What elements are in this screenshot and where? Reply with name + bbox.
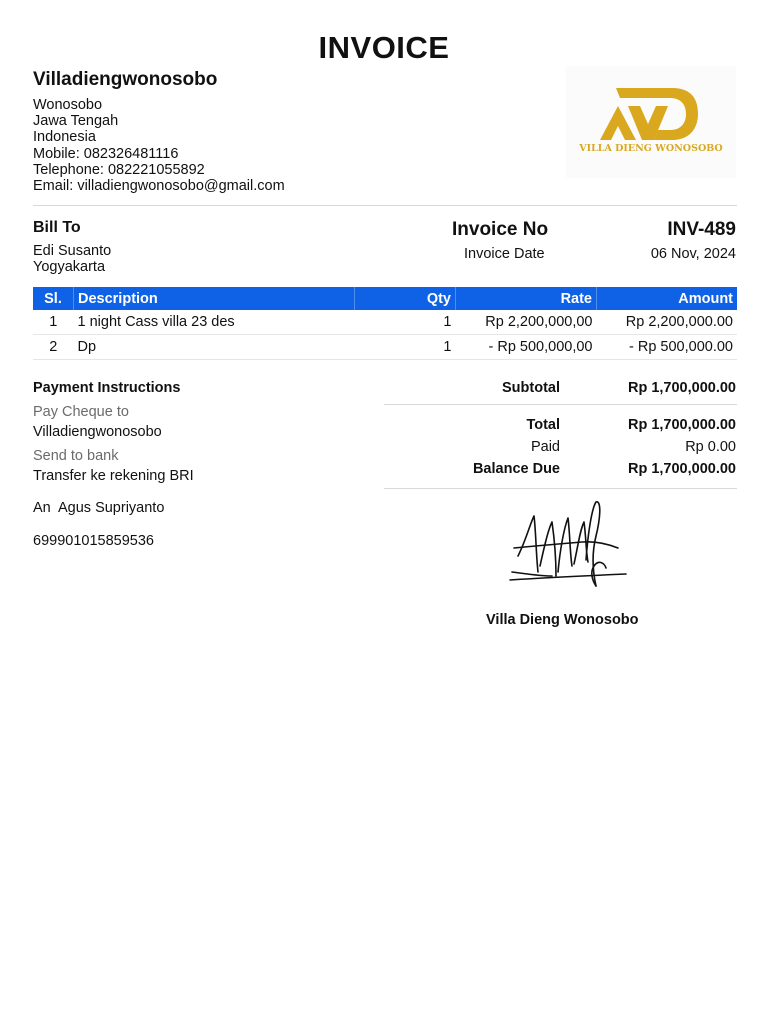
account-name: An Agus Supriyanto	[33, 500, 165, 516]
subtotal-divider	[384, 404, 737, 405]
bill-to-label: Bill To	[33, 219, 81, 236]
table-header-row	[33, 287, 737, 310]
balance-due-value: Rp 1,700,000.00	[627, 461, 736, 477]
address-line: Indonesia	[33, 129, 96, 146]
header-rate: Rate	[456, 287, 597, 310]
table-row	[33, 335, 737, 360]
subtotal-label: Subtotal	[502, 380, 560, 396]
telephone-line: Telephone: 082221055892	[33, 161, 205, 178]
items-table	[33, 287, 737, 360]
company-logo	[566, 66, 736, 178]
company-address	[33, 97, 285, 194]
signature-name: Villa Dieng Wonosobo	[486, 612, 639, 628]
address-line: Jawa Tengah	[33, 113, 119, 130]
bill-to-name: Edi Susanto	[33, 243, 112, 259]
mobile-line: Mobile: 082326481116	[33, 145, 179, 162]
paid-label: Paid	[530, 439, 560, 455]
address-line: Wonosobo	[33, 97, 103, 113]
email-line: Email: villadiengwonosobo@gmail.com	[33, 178, 285, 195]
pay-cheque-label: Pay Cheque to	[33, 404, 129, 420]
bill-to-city: Yogyakarta	[33, 259, 106, 276]
invoice-no-value: INV-489	[667, 219, 736, 240]
cell-rate: Rp 2,200,000,00	[456, 310, 597, 335]
cell-description: 1 night Cass villa 23 des	[74, 310, 355, 335]
account-number: 699901015859536	[33, 533, 154, 549]
cell-sl: 2	[33, 335, 74, 360]
pay-cheque-value: Villadiengwonosobo	[33, 424, 162, 440]
paid-value: Rp 0.00	[685, 439, 736, 455]
header-description: Description	[74, 287, 355, 310]
cell-amount: Rp 2,200,000.00	[597, 310, 738, 335]
company-name: Villadiengwonosobo	[33, 69, 218, 90]
bill-to-details	[33, 243, 111, 275]
total-label: Total	[526, 417, 560, 433]
subtotal-value: Rp 1,700,000.00	[627, 380, 736, 396]
header-amount: Amount	[597, 287, 738, 310]
payment-instructions-heading: Payment Instructions	[33, 380, 181, 396]
invoice-date-label: Invoice Date	[464, 246, 545, 262]
cell-amount: - Rp 500,000.00	[597, 335, 738, 360]
cell-sl: 1	[33, 310, 74, 335]
send-to-bank-label: Send to bank	[33, 448, 119, 464]
header-divider	[33, 205, 737, 206]
header-sl: Sl.	[33, 287, 74, 310]
logo-mark-icon	[566, 66, 736, 178]
invoice-date-value: 06 Nov, 2024	[650, 246, 736, 262]
invoice-no-label: Invoice No	[452, 219, 549, 240]
header-qty: Qty	[355, 287, 456, 310]
cell-rate: - Rp 500,000,00	[456, 335, 597, 360]
svg-text:VILLA DIENG WONOSOBO: VILLA DIENG WONOSOBO	[579, 143, 723, 154]
cell-description: Dp	[74, 335, 355, 360]
totals-divider	[384, 488, 737, 489]
send-to-bank-value: Transfer ke rekening BRI	[33, 468, 194, 484]
invoice-title: INVOICE	[318, 30, 450, 65]
cell-qty: 1	[355, 335, 456, 360]
cell-qty: 1	[355, 310, 456, 335]
total-value: Rp 1,700,000.00	[627, 417, 736, 433]
table-row	[33, 310, 737, 335]
signature-image	[500, 496, 630, 596]
balance-due-label: Balance Due	[472, 461, 560, 477]
